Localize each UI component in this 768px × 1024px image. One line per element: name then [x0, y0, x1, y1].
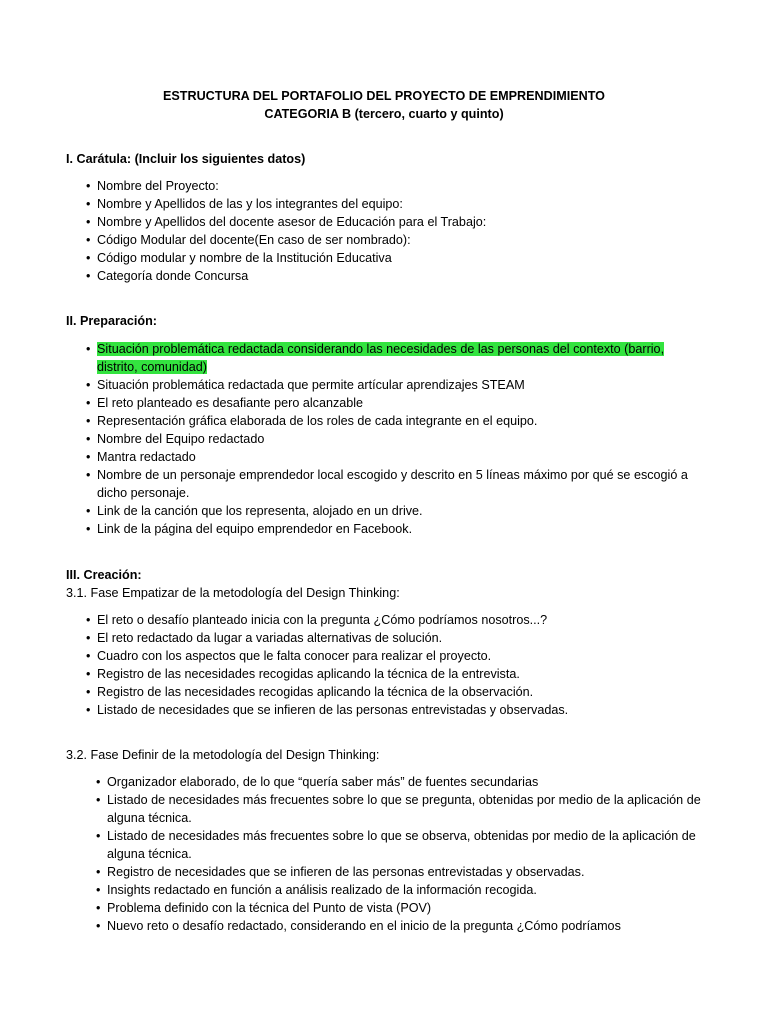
empatizar-list	[86, 611, 706, 719]
bullet-icon: •	[86, 468, 91, 482]
preparacion-list	[86, 340, 696, 538]
bullet-icon: •	[96, 883, 101, 897]
bullet-icon: •	[86, 378, 91, 392]
empatizar-subheading: 3.1. Fase Empatizar de la metodología del Design Thinking:	[66, 586, 400, 600]
list-item: • Categoría donde Concursa	[86, 269, 249, 283]
list-item: • Insights redactado en función a análisis realizado de la información recogida.	[96, 883, 537, 897]
list-item: • Registro de las necesidades recogidas aplicando la técnica de la observación.	[86, 685, 534, 699]
bullet-icon: •	[86, 504, 91, 518]
bullet-icon: •	[86, 631, 91, 645]
bullet-icon: •	[86, 269, 91, 283]
bullet-icon: •	[86, 215, 91, 229]
caratula-list	[86, 177, 706, 285]
list-item: • Código Modular del docente(En caso de ser nombrado):	[86, 233, 411, 247]
bullet-icon: •	[86, 396, 91, 410]
bullet-icon: •	[96, 829, 101, 843]
list-item: • Link de la canción que los representa, alojado en un drive.	[86, 504, 423, 518]
bullet-icon: •	[96, 775, 101, 789]
list-item: • Nuevo reto o desafío redactado, considerando en el inicio de la pregunta ¿Cómo podríamos	[96, 919, 621, 933]
list-item: • Código modular y nombre de la Institución Educativa	[86, 251, 392, 265]
bullet-icon: •	[86, 667, 91, 681]
bullet-icon: •	[96, 919, 101, 933]
bullet-icon: •	[96, 793, 101, 807]
creacion-heading: III. Creación:	[66, 568, 142, 582]
caratula-heading: I. Carátula: (Incluir los siguientes datos)	[66, 152, 306, 166]
bullet-icon: •	[86, 233, 91, 247]
list-item: • Link de la página del equipo emprendedor en Facebook.	[86, 522, 413, 536]
definir-heading: 3.2. Fase Definir de la metodología del Design Thinking:	[66, 748, 380, 762]
list-item: • Situación problemática redactada que permite artícular aprendizajes STEAM	[86, 378, 525, 392]
list-item-highlighted	[86, 340, 696, 376]
preparacion-heading: II. Preparación:	[66, 314, 157, 328]
list-item: • Nombre del Proyecto:	[86, 179, 219, 193]
bullet-icon: •	[86, 703, 91, 717]
list-item: • Organizador elaborado, de lo que “quería saber más” de fuentes secundarias	[96, 775, 539, 789]
document-subtitle: CATEGORIA B (tercero, cuarto y quinto)	[264, 107, 504, 121]
list-item: • Cuadro con los aspectos que le falta conocer para realizar el proyecto.	[86, 649, 492, 663]
bullet-icon: •	[86, 342, 91, 356]
bullet-icon: •	[86, 432, 91, 446]
bullet-icon: •	[86, 197, 91, 211]
list-item: • Registro de necesidades que se infieren de las personas entrevistadas y observadas.	[96, 865, 585, 879]
list-item: • Listado de necesidades que se infieren de las personas entrevistadas y observadas.	[86, 703, 569, 717]
bullet-icon: •	[86, 685, 91, 699]
list-item: • Listado de necesidades más frecuentes sobre lo que se observa, obtenidas por medio de la aplicación de alguna técnica.	[96, 829, 696, 861]
bullet-icon: •	[86, 179, 91, 193]
list-item: • Nombre de un personaje emprendedor local escogido y descrito en 5 líneas máximo por qué se escogió a dicho personaje.	[86, 468, 688, 500]
bullet-icon: •	[96, 901, 101, 915]
list-item: • El reto planteado es desafiante pero alcanzable	[86, 396, 364, 410]
list-item: • Representación gráfica elaborada de los roles de cada integrante en el equipo.	[86, 414, 538, 428]
bullet-icon: •	[86, 251, 91, 265]
bullet-icon: •	[96, 865, 101, 879]
list-item: • Registro de las necesidades recogidas aplicando la técnica de la entrevista.	[86, 667, 520, 681]
document-title: ESTRUCTURA DEL PORTAFOLIO DEL PROYECTO DE EMPRENDIMIENTO	[163, 89, 605, 103]
list-item: • Nombre y Apellidos del docente asesor de Educación para el Trabajo:	[86, 215, 487, 229]
list-item: • Listado de necesidades más frecuentes sobre lo que se pregunta, obtenidas por medio de la aplicación de alguna técnica.	[96, 793, 701, 825]
definir-list	[96, 773, 704, 935]
bullet-icon: •	[86, 450, 91, 464]
list-item: • Problema definido con la técnica del Punto de vista (POV)	[96, 901, 432, 915]
bullet-icon: •	[86, 414, 91, 428]
list-item: • Nombre y Apellidos de las y los integrantes del equipo:	[86, 197, 403, 211]
bullet-icon: •	[86, 649, 91, 663]
bullet-icon: •	[86, 522, 91, 536]
list-item: • El reto redactado da lugar a variadas alternativas de solución.	[86, 631, 443, 645]
list-item: • Nombre del Equipo redactado	[86, 432, 265, 446]
list-item: • El reto o desafío planteado inicia con la pregunta ¿Cómo podríamos nosotros...?	[86, 613, 548, 627]
bullet-icon: •	[86, 613, 91, 627]
list-item: • Mantra redactado	[86, 450, 196, 464]
highlighted-text: Situación problemática redactada considerando las necesidades de las personas del contexto (barrio, distrito, comunidad)	[97, 342, 665, 374]
